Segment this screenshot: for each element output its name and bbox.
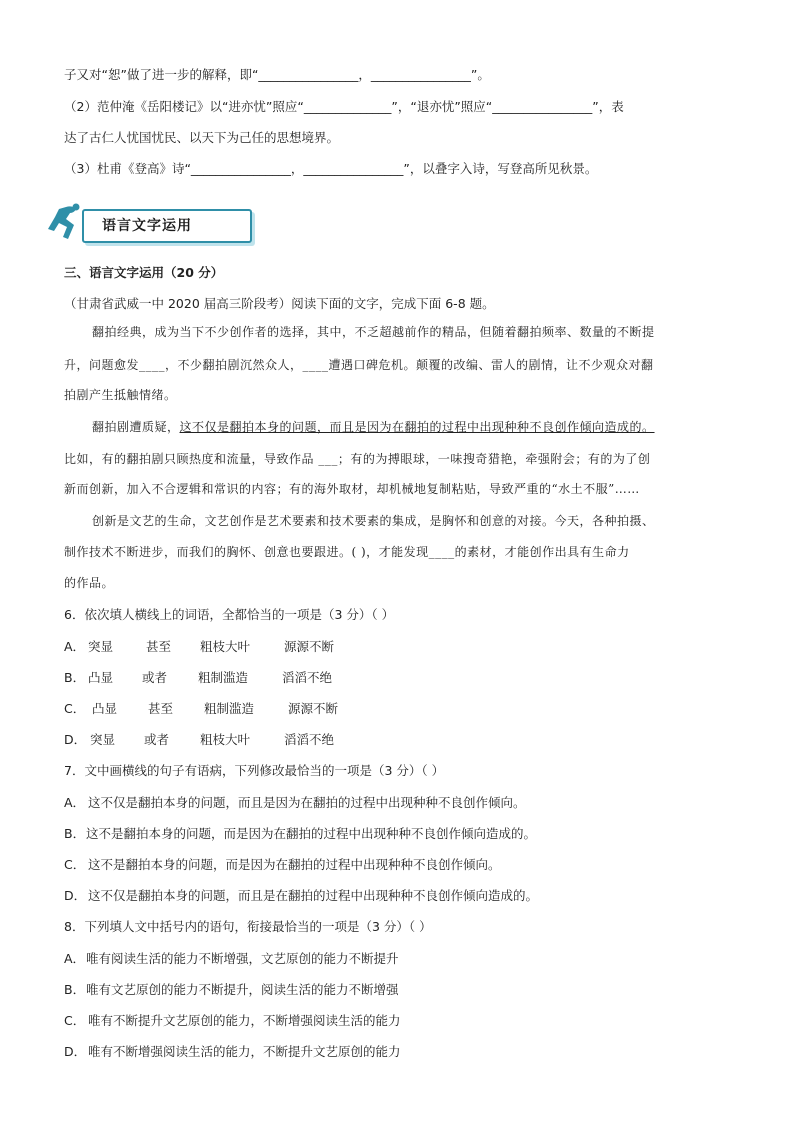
option-letter: A． bbox=[64, 639, 86, 654]
passage-p1-line-1: 翻拍经典，成为当下不少创作者的选择，其中，不乏超越前作的精品，但随着翻拍频率、数量的不断提 bbox=[92, 325, 655, 339]
passage-p2-line-2: 比如，有的翻拍剧只顾热度和流量，导致作品 ___；有的为搏眼球，一味搜奇猎艳，牵强附会；有的为了创 bbox=[64, 452, 651, 466]
option-word: 滔滔不绝 bbox=[282, 670, 333, 685]
question-2-line-2: 达了古仁人忧国忧民、以天下为己任的思想境界。 bbox=[64, 130, 340, 145]
option-letter: D． bbox=[64, 888, 87, 903]
question-line: 子又对“恕”做了进一步的解释，即“________________，________________”。 bbox=[64, 67, 490, 82]
option-letter: C． bbox=[64, 857, 86, 872]
option-text: 唯有不断增强阅读生活的能力，不断提升文艺原创的能力 bbox=[88, 1044, 401, 1059]
question-6-stem: 6．依次填人横线上的词语，全都恰当的一项是（3 分）（ ） bbox=[64, 607, 395, 622]
q8-option-b[interactable] bbox=[64, 981, 399, 999]
section-source: （甘肃省武威一中 2020 届高三阶段考）阅读下面的文字，完成下面 6-8 题。 bbox=[64, 296, 495, 311]
option-letter: B． bbox=[64, 670, 86, 685]
option-letter: C． bbox=[64, 1013, 86, 1028]
option-text: 唯有阅读生活的能力不断增强，文艺原创的能力不断提升 bbox=[86, 951, 399, 966]
option-text: 这不是翻拍本身的问题，而是因为在翻拍的过程中出现种种不良创作倾向。 bbox=[88, 857, 501, 872]
question-3-line: （3）杜甫《登高》诗“________________，________________”，以叠字入诗，写登高所见秋景。 bbox=[64, 161, 598, 176]
question-8-stem: 8．下列填人文中括号内的语句，衔接最恰当的一项是（3 分）（ ） bbox=[64, 919, 432, 934]
option-word: 滔滔不绝 bbox=[284, 732, 335, 747]
q6-option-a[interactable] bbox=[64, 638, 334, 656]
option-word: 或者 bbox=[142, 670, 168, 685]
passage-p3-line-2: 制作技术不断进步，而我们的胸怀、创意也要跟进。( )，才能发现____的素材，才能创作出具有生命力 bbox=[64, 545, 630, 559]
option-word: 源源不断 bbox=[284, 639, 335, 654]
section-banner bbox=[46, 203, 256, 245]
option-letter: B． bbox=[64, 982, 86, 997]
option-text: 这不仅是翻拍本身的问题，而且是在翻拍的过程中出现种种不良创作倾向造成的。 bbox=[88, 888, 539, 903]
passage-p1-line-2: 升，问题愈发____，不少翻拍剧沉然众人，____遭遇口碑危机。颠覆的改编、雷人的剧情，让不少观众对翻 bbox=[64, 358, 654, 372]
passage-p2-line-1 bbox=[92, 418, 724, 436]
option-word: 粗枝大叶 bbox=[200, 639, 251, 654]
option-word: 甚至 bbox=[146, 639, 172, 654]
passage-p2-line-3: 新而创新，加入不合逻辑和常识的内容；有的海外取材，却机械地复制粘贴，导致严重的“水土不服”…… bbox=[64, 482, 640, 496]
option-word: 粗制滥造 bbox=[204, 701, 255, 716]
q6-option-d[interactable] bbox=[64, 731, 334, 749]
q7-option-d[interactable] bbox=[64, 887, 538, 905]
option-text: 这不仅是翻拍本身的问题，而且是因为在翻拍的过程中出现种种不良创作倾向。 bbox=[88, 795, 526, 810]
q6-option-c[interactable] bbox=[64, 700, 338, 718]
passage-p1-line-3: 拍剧产生抵触情绪。 bbox=[64, 388, 177, 402]
passage-p3-line-1: 创新是文艺的生命，文艺创作是艺术要素和技术要素的集成，是胸怀和创意的对接。今天，各种拍摄、 bbox=[92, 514, 655, 528]
q8-option-c[interactable] bbox=[64, 1012, 401, 1030]
option-word: 粗制滥造 bbox=[198, 670, 249, 685]
q8-option-a[interactable] bbox=[64, 950, 399, 968]
option-word: 突显 bbox=[88, 639, 114, 654]
option-text: 这不是翻拍本身的问题，而是因为在翻拍的过程中出现种种不良创作倾向造成的。 bbox=[86, 826, 537, 841]
option-letter: C． bbox=[64, 701, 86, 716]
option-word: 源源不断 bbox=[288, 701, 339, 716]
section-title: 三、语言文字运用（20 分） bbox=[64, 265, 224, 280]
passage-p2-lead: 翻拍剧遭质疑， bbox=[92, 420, 180, 434]
question-2-line-1: （2）范仲淹《岳阳楼记》以“进亦忧”照应“______________”，“退亦忧”照应“________________”，表 bbox=[64, 99, 624, 114]
q7-option-a[interactable] bbox=[64, 794, 526, 812]
option-letter: A． bbox=[64, 951, 86, 966]
option-word: 凸显 bbox=[92, 701, 118, 716]
q6-option-b[interactable] bbox=[64, 669, 332, 687]
option-letter: D． bbox=[64, 732, 87, 747]
option-letter: D． bbox=[64, 1044, 87, 1059]
q8-option-d[interactable] bbox=[64, 1043, 401, 1061]
q7-option-c[interactable] bbox=[64, 856, 501, 874]
option-word: 突显 bbox=[90, 732, 116, 747]
option-word: 粗枝大叶 bbox=[200, 732, 251, 747]
question-7-stem: 7．文中画横线的句子有语病，下列修改最恰当的一项是（3 分）（ ） bbox=[64, 763, 445, 778]
passage-p3-line-3: 的作品。 bbox=[64, 576, 115, 590]
option-letter: B． bbox=[64, 826, 86, 841]
option-word: 甚至 bbox=[148, 701, 174, 716]
underlined-sentence: 这不仅是翻拍本身的问题，而且是因为在翻拍的过程中出现种种不良创作倾向造成的。 bbox=[179, 420, 655, 434]
option-letter: A． bbox=[64, 795, 86, 810]
banner-label: 语言文字运用 bbox=[102, 218, 192, 234]
option-text: 唯有文艺原创的能力不断提升，阅读生活的能力不断增强 bbox=[86, 982, 399, 997]
q7-option-b[interactable] bbox=[64, 825, 536, 843]
option-word: 或者 bbox=[144, 732, 170, 747]
option-text: 唯有不断提升文艺原创的能力，不断增强阅读生活的能力 bbox=[88, 1013, 401, 1028]
option-word: 凸显 bbox=[88, 670, 114, 685]
